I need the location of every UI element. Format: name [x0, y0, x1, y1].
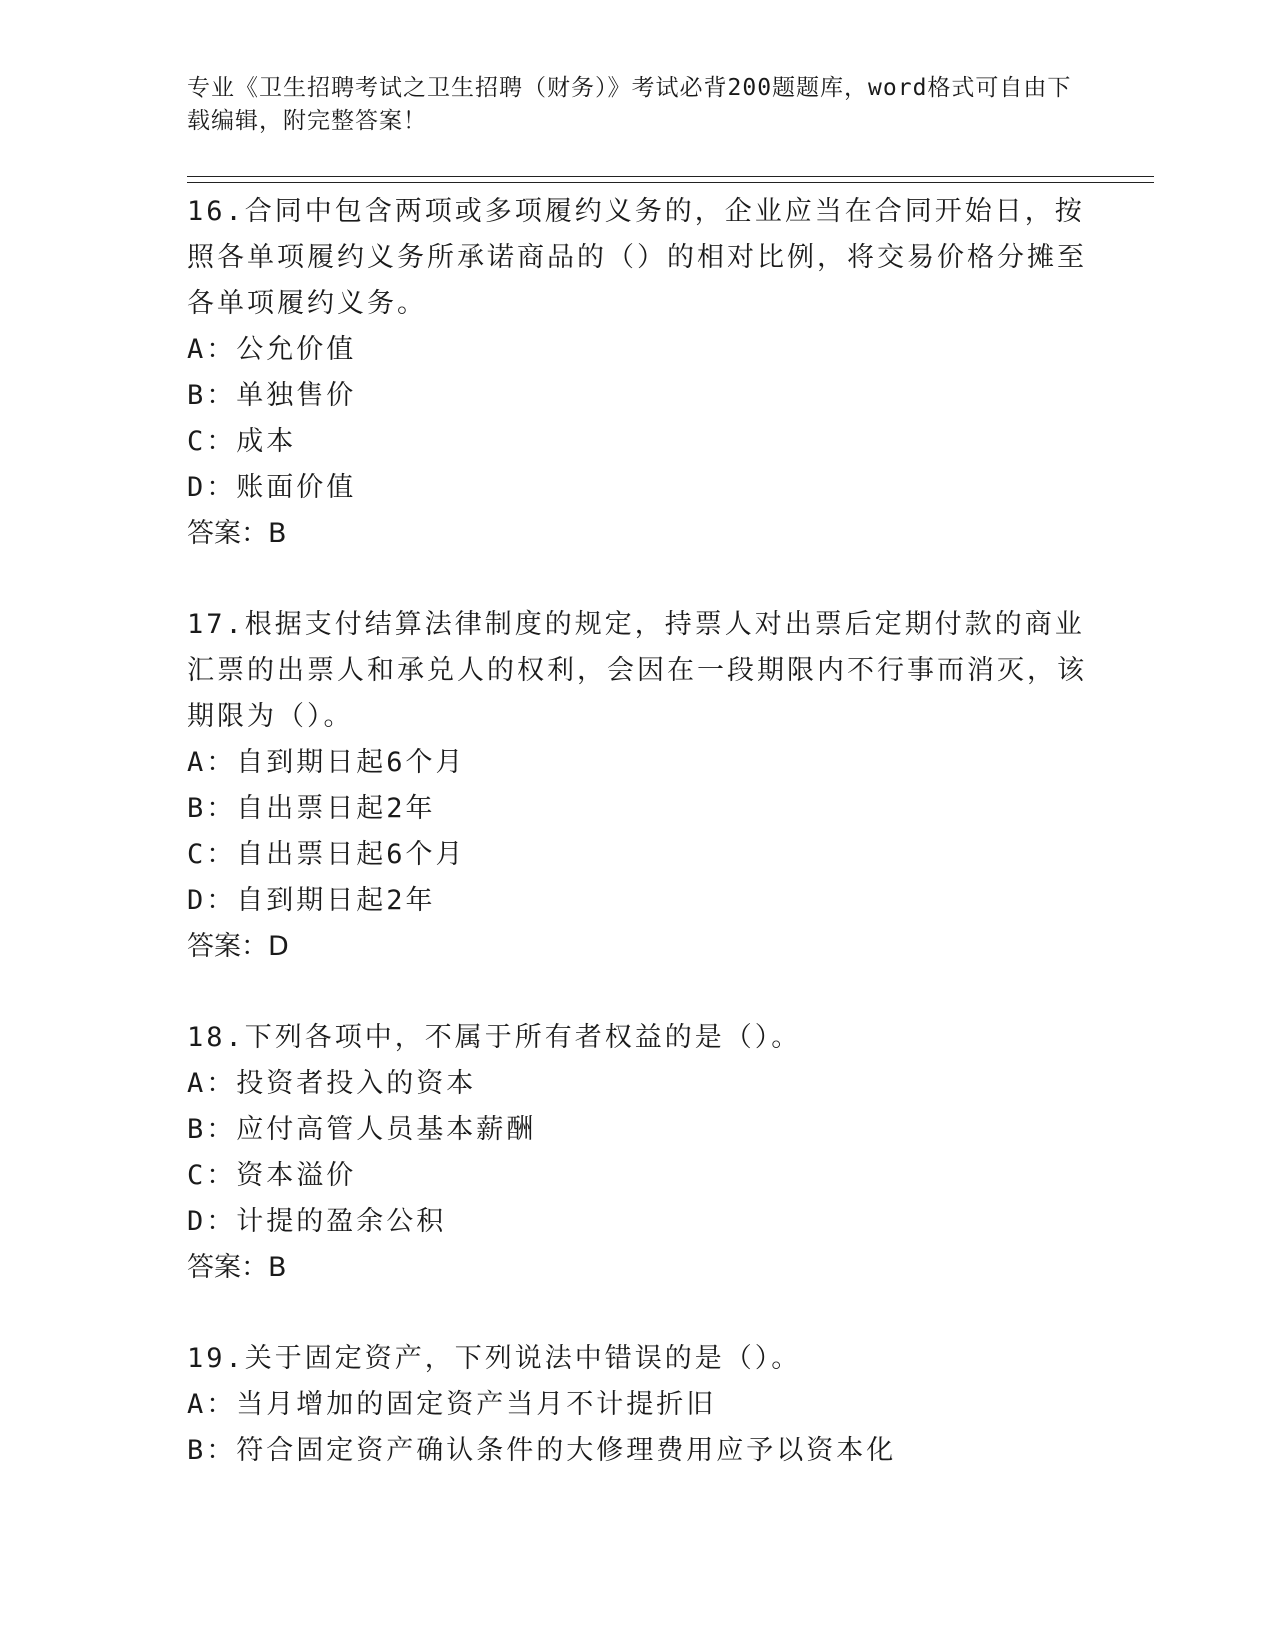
- question-stem: 18.下列各项中，不属于所有者权益的是（）。: [187, 1022, 802, 1053]
- option-a: A：投资者投入的资本: [187, 1068, 477, 1099]
- answer: 答案：B: [187, 1252, 287, 1283]
- header-divider-bottom: [187, 182, 1154, 183]
- question-list: [187, 189, 1087, 1474]
- question-19: [187, 1336, 1087, 1474]
- answer: 答案：B: [187, 518, 287, 549]
- question-18: [187, 1015, 1087, 1291]
- option-a: A：自到期日起6个月: [187, 747, 466, 778]
- document-header: 专业《卫生招聘考试之卫生招聘（财务）》考试必背200题题库，word格式可自由下载编辑，附完整答案！: [187, 75, 1072, 134]
- option-d: D：计提的盈余公积: [187, 1206, 447, 1237]
- question-stem: 16.合同中包含两项或多项履约义务的，企业应当在合同开始日，按照各单项履约义务所承诺商品的（）的相对比例，将交易价格分摊至各单项履约义务。: [187, 196, 1087, 319]
- header-divider-top: [187, 176, 1154, 177]
- question-16: [187, 189, 1087, 557]
- question-17: [187, 602, 1087, 970]
- option-d: D：账面价值: [187, 472, 357, 503]
- option-c: C：自出票日起6个月: [187, 839, 466, 870]
- option-b: B：单独售价: [187, 380, 357, 411]
- question-stem: 19.关于固定资产，下列说法中错误的是（）。: [187, 1343, 802, 1374]
- option-a: A：当月增加的固定资产当月不计提折旧: [187, 1389, 717, 1420]
- option-b: B：应付高管人员基本薪酬: [187, 1114, 537, 1145]
- answer: 答案：D: [187, 931, 289, 962]
- question-stem: 17.根据支付结算法律制度的规定，持票人对出票后定期付款的商业汇票的出票人和承兑人的权利，会因在一段期限内不行事而消灭，该期限为（）。: [187, 609, 1087, 732]
- option-c: C：成本: [187, 426, 297, 457]
- option-a: A：公允价值: [187, 334, 357, 365]
- option-b: B：自出票日起2年: [187, 793, 436, 824]
- option-b: B：符合固定资产确认条件的大修理费用应予以资本化: [187, 1435, 897, 1466]
- option-c: C：资本溢价: [187, 1160, 357, 1191]
- option-d: D：自到期日起2年: [187, 885, 436, 916]
